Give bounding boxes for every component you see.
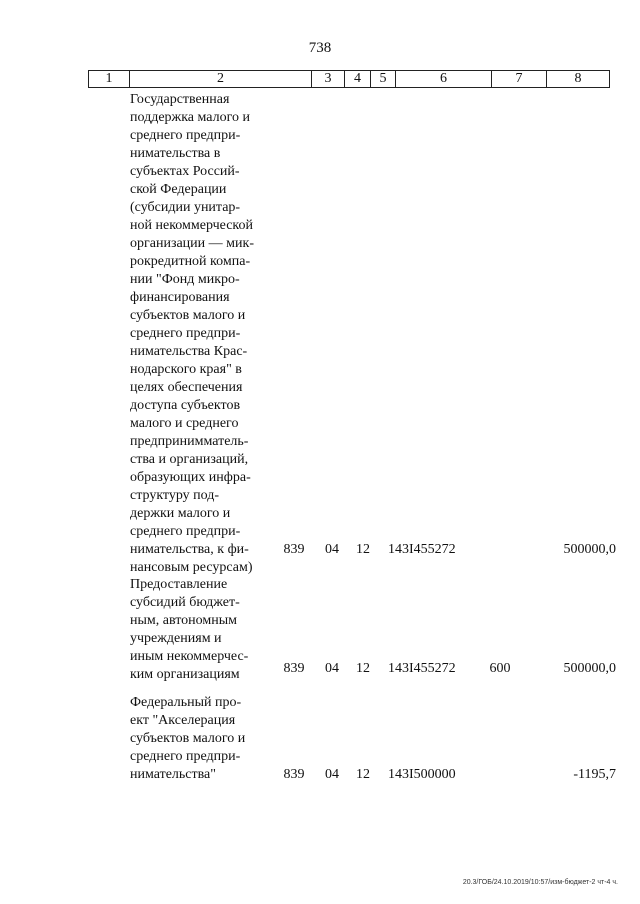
row-col-4: 04 [325, 661, 339, 676]
column-number-header [88, 70, 610, 88]
header-col-6: 6 [396, 71, 492, 87]
row-col-5: 12 [356, 542, 370, 557]
header-col-5: 5 [371, 71, 396, 87]
row-description: Предоставление субсидий бюджет- ным, автономным учреждениям и иным некоммерчес- ким организациям [130, 577, 249, 682]
row-col-3: 839 [283, 767, 305, 782]
header-col-2: 2 [130, 71, 312, 87]
row-col-5: 12 [356, 767, 370, 782]
row-col-3: 839 [283, 542, 305, 557]
row-col-8: 500000,0 [563, 661, 616, 676]
row-col-4: 04 [325, 767, 339, 782]
row-col-8: -1195,7 [573, 767, 616, 782]
footer-reference: 20.3/ГОБ/24.10.2019/10:57/изм-бюджет-2 чт-4 ч. [462, 879, 618, 886]
header-col-1: 1 [89, 71, 130, 87]
header-col-4: 4 [345, 71, 371, 87]
row-col-8: 500000,0 [563, 542, 616, 557]
row-description: Государственная поддержка малого и среднего предпри- нимательства в субъектах Россий- ской Федерации (субсидии унитар- ной некоммерческой организации — мик- рокредитной компа- нии "Фонд микро- финансирования субъектов малого и среднего предпри- нимательства Крас- нодарского края" в целях обеспечения доступа субъектов малого и среднего предпринимматель- ства и организаций, образующих инфра- структуру под- держки малого и среднего предпри- нимательства, к фи- нансовым ресурсам) [130, 92, 254, 575]
header-col-8: 8 [574, 71, 582, 86]
header-col-3: 3 [312, 71, 345, 87]
row-description: Федеральный про- ект "Акселерация субъектов малого и среднего предпри- нимательства" [130, 695, 246, 782]
row-col-6: 143I455272 [388, 542, 456, 557]
header-col-7: 7 [492, 71, 547, 87]
row-col-5: 12 [356, 661, 370, 676]
page-number: 738 [308, 40, 332, 56]
row-col-7: 600 [489, 661, 511, 676]
row-col-3: 839 [283, 661, 305, 676]
row-col-6: 143I455272 [388, 661, 456, 676]
row-col-4: 04 [325, 542, 339, 557]
row-col-6: 143I500000 [388, 767, 456, 782]
